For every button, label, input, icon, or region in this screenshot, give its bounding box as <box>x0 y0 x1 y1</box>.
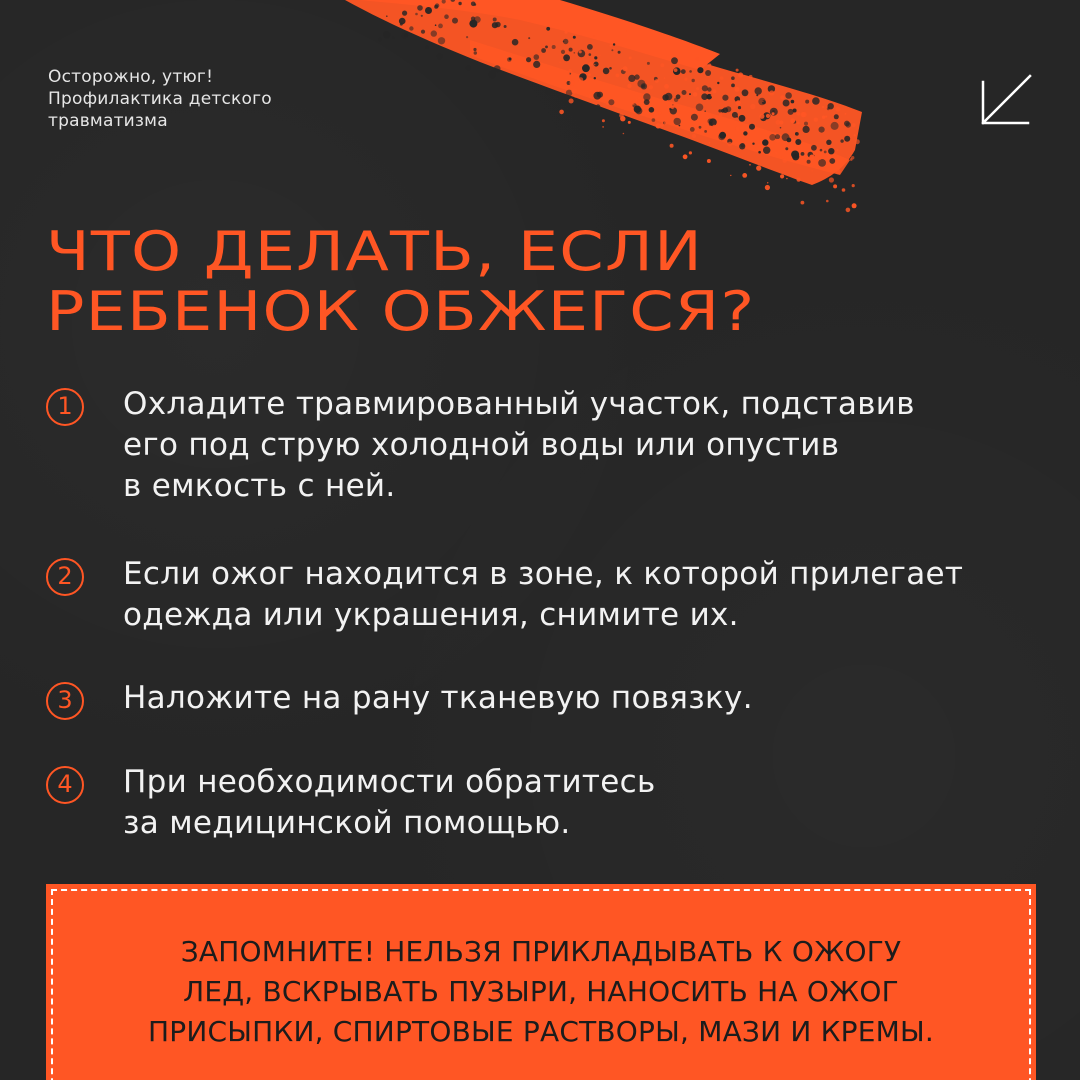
step-text <box>123 554 1023 636</box>
step-text <box>123 678 1023 719</box>
step-number-badge: 2 <box>46 558 84 596</box>
step-line: Если ожог находится в зоне, к которой прилегает <box>123 556 964 592</box>
warning-line: ПРИСЫПКИ, СПИРТОВЫЕ РАСТВОРЫ, МАЗИ И КРЕМЫ. <box>147 1015 934 1048</box>
caption-line: Осторожно, утюг! <box>48 67 214 87</box>
warning-text <box>46 932 1036 1052</box>
caption-line: Профилактика детского <box>48 89 272 109</box>
warning-box <box>46 884 1036 1080</box>
step-number-badge: 4 <box>46 766 84 804</box>
caption-line: травматизма <box>48 111 168 131</box>
arrow-down-left-icon <box>978 72 1034 128</box>
headline-line: ЧТО ДЕЛАТЬ, ЕСЛИ <box>46 220 703 283</box>
step-line: за медицинской помощью. <box>123 805 571 841</box>
caption <box>48 66 368 132</box>
step-number-badge: 3 <box>46 682 84 720</box>
warning-line: ЛЕД, ВСКРЫВАТЬ ПУЗЫРИ, НАНОСИТЬ НА ОЖОГ <box>183 975 899 1008</box>
step-line: в емкость с ней. <box>123 468 396 504</box>
headline <box>46 222 1080 342</box>
headline-line: РЕБЕНОК ОБЖЕГСЯ? <box>46 280 756 343</box>
step-line: Наложите на рану тканевую повязку. <box>123 680 753 716</box>
step-text <box>123 762 1023 844</box>
step-number-badge: 1 <box>46 388 84 426</box>
step-line: Охладите травмированный участок, подставив <box>123 386 915 422</box>
step-line: его под струю холодной воды или опустив <box>123 427 840 463</box>
step-text <box>123 384 1023 507</box>
warning-line: ЗАПОМНИТЕ! НЕЛЬЗЯ ПРИКЛАДЫВАТЬ К ОЖОГУ <box>180 935 902 968</box>
step-line: одежда или украшения, снимите их. <box>123 597 739 633</box>
step-line: При необходимости обратитесь <box>123 764 656 800</box>
